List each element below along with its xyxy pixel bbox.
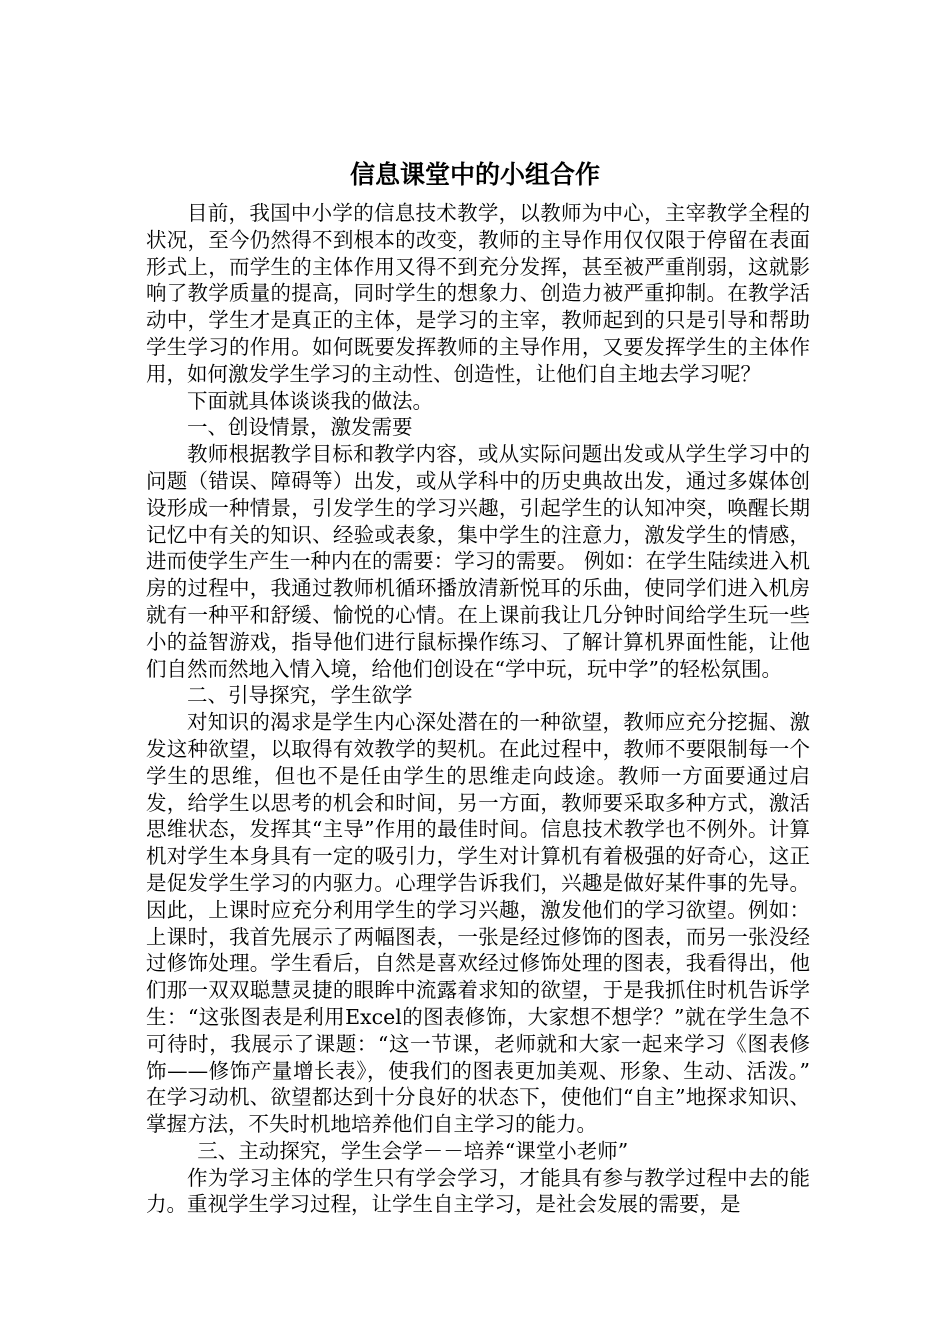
paragraph-section-1: 教师根据教学目标和教学内容，或从实际问题出发或从学生学习中的问题（错误、障碍等）出发，或从学科中的历史典故出发，通过多媒体创设形成一种情景，引发学生的学习兴趣，引起学生的认知冲突，唤醒长期记忆中有关的知识、经验或表象，集中学生的注意力，激发学生的情感，进而使学生产生一种内在的需要：学习的需要。 例如：在学生陆续进入机房的过程中，我通过教师机循环播放清新悦耳的乐曲，使同学们进入机房就有一种平和舒缓、愉悦的心情。在上课前我让几分钟时间给学生玩一些小的益智游戏，指导他们进行鼠标操作练习、了解计算机界面性能，让他们自然而然地入情入境，给他们创设在“学中玩，玩中学”的轻松氛围。 (146, 442, 810, 681)
section-heading-1: 一、创设情景，激发需要 (187, 415, 413, 440)
paragraph-intro: 目前，我国中小学的信息技术教学，以教师为中心，主宰教学全程的状况，至今仍然得不到根本的改变，教师的主导作用仅仅限于停留在表面形式上，而学生的主体作用又得不到充分发挥，甚至被严重削弱，这就影响了教学质量的提高，同时学生的想象力、创造力被严重抑制。在教学活动中，学生才是真正的主体，是学习的主宰，教师起到的只是引导和帮助学生学习的作用。如何既要发挥教师的主导作用，又要发挥学生的主体作用，如何激发学生学习的主动性、创造性，让他们自主地去学习呢？ (146, 201, 810, 386)
section-heading-3: 三、主动探究，学生会学－－培养“课堂小老师” (197, 1138, 629, 1163)
document-title: 信息课堂中的小组合作 (349, 160, 600, 189)
paragraph-section-3: 作为学习主体的学生只有学会学习，才能具有参与教学过程中去的能力。重视学生学习过程，让学生自主学习，是社会发展的需要，是 (146, 1165, 810, 1217)
paragraph-section-2: 对知识的渴求是学生内心深处潜在的一种欲望，教师应充分挖掘、激发这种欲望，以取得有效教学的契机。在此过程中，教师不要限制每一个学生的思维，但也不是任由学生的思维走向歧途。教师一方面要通过启发，给学生以思考的机会和时间，另一方面，教师要采取多种方式，激活思维状态，发挥其“主导”作用的最佳时间。信息技术教学也不例外。计算机对学生本身具有一定的吸引力，学生对计算机有着极强的好奇心，这正是促发学生学习的内驱力。心理学告诉我们，兴趣是做好某件事的先导。因此，上课时应充分利用学生的学习兴趣，激发他们的学习欲望。例如：上课时，我首先展示了两幅图表，一张是经过修饰的图表，而另一张没经过修饰处理。学生看后，自然是喜欢经过修饰处理的图表，我看得出，他们那一双双聪慧灵捷的眼眸中流露着求知的欲望，于是我抓住时机告诉学生：“这张图表是利用Excel的图表修饰，大家想不想学？”就在学生急不可待时，我展示了课题：“这一节课，老师就和大家一起来学习《图表修饰——修饰产量增长表》，使我们的图表更加美观、形象、生动、活泼。” 在学习动机、欲望都达到十分良好的状态下，使他们“自主”地探求知识、掌握方法，不失时机地培养他们自主学习的能力。 (146, 710, 810, 1137)
document-body (146, 200, 810, 1218)
section-heading-2: 二、引导探究，学生欲学 (187, 683, 413, 708)
paragraph-method-intro: 下面就具体谈谈我的做法。 (187, 388, 433, 413)
